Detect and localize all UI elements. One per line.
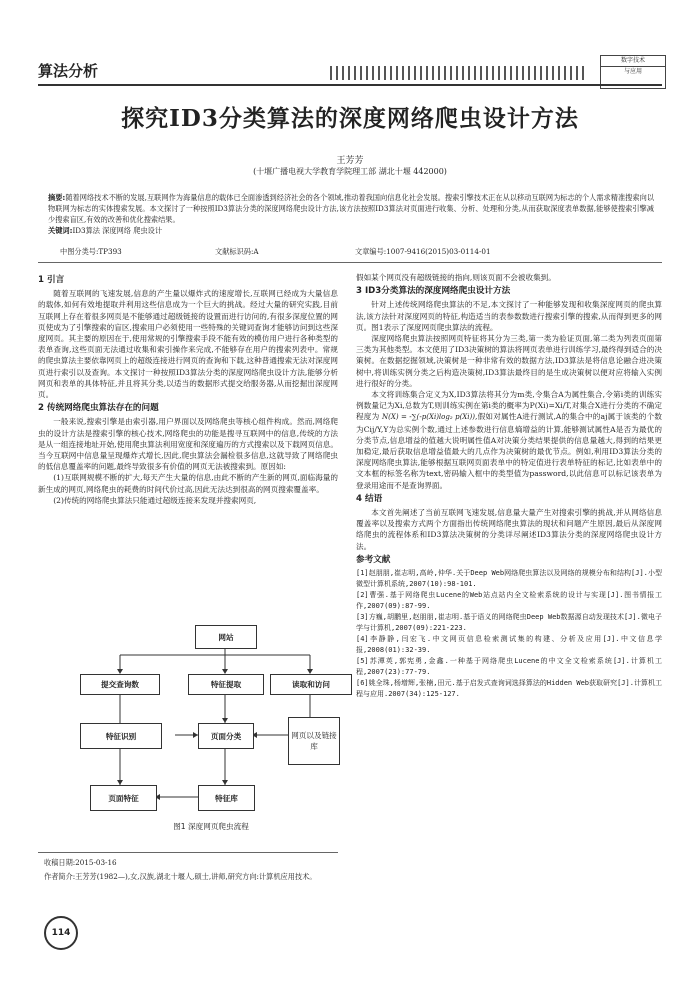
node-feature-db: 特征库 bbox=[198, 785, 255, 811]
abstract-rule bbox=[38, 262, 662, 263]
paragraph-text: 本文将训练集合定义为X,ID3算法将其分为m类,令集合A为属性集合,令第i类的训练实例数量记为Xi,总数为T,则训练实例在第i类的概率为P(Xi)=Xi/T,对集合X进行分类的不确定程度为 bbox=[356, 390, 662, 422]
reference-list bbox=[356, 568, 662, 700]
author-bio: 作者简介:王芳芳(1982—),女,汉族,湖北十堰人,硕士,讲师,研究方向:计算机应用技术。 bbox=[44, 872, 317, 881]
page-number: 114 bbox=[51, 928, 71, 938]
reference-item: [2]曹强.基于网络爬虫Lucene的Web站点站内全文检索系统的设计与实现[J].图书情报工作,2007(09):87-99. bbox=[356, 591, 662, 611]
author: 王芳芳 bbox=[336, 156, 364, 166]
keywords-label: 关键词: bbox=[48, 226, 73, 235]
entropy-formula: N(X) = -∑(-p(Xi)log₂ p(Xi)) bbox=[382, 413, 475, 422]
reference-item: [4]李静静,闫宏飞.中文网页信息检索测试集的构建、分析及应用[J].中文信息学报,2008(01):32-39. bbox=[356, 635, 662, 655]
paragraph: 假如某个网页没有超级链接的指向,则该页面不会被收集到。 bbox=[356, 273, 556, 282]
abstract-text: 随着网络技术不断的发展,互联网作为海量信息的载体已全面渗透到经济社会的各个领域,推动着我国向信息化社会发展。搜索引擎技术正在从以移动互联网为标志的个人需求精准搜索向以物联网为标志的实体搜索发展。本文探讨了一种按照ID3算法分类的深度网络爬虫设计方法,该方法按照ID3算法对页面进行收集、分析、处理和分类,从而获取深度表单数据,能够使搜索引擎减少搜索盲区,有效的改善和优化搜索结果。 bbox=[48, 193, 655, 224]
heading-introduction: 1 引言 bbox=[38, 275, 65, 285]
paper-title: 探究ID3分类算法的深度网络爬虫设计方法 bbox=[121, 105, 579, 132]
paragraph: 一般来说,搜索引擎是由索引器,用户界面以及网络爬虫等核心组件构成。然而,网络爬虫的设计方法是搜索引擎的核心技术,网络爬虫的功能是搜寻互联网中的信息,传统的方法是从一组连接地址开始,使用爬虫算法利用宽度和深度遍历的方式搜索以及下载网页信息。当今互联网中信息量呈现爆炸式增长,因此,爬虫算法会漏检很多信息,这就导致了网络爬虫的低信息覆盖率的问题,最终导致很多有价值的网页无法被搜索到。原因如: bbox=[38, 417, 338, 472]
reference-item: [3]方巍,胡鹏里,赵朋朋,崔志明.基于语义的网络爬虫Deep Web数据源自动发现技术[J].微电子学与计算机,2007(09):221-223. bbox=[356, 613, 662, 633]
paragraph bbox=[356, 389, 662, 491]
node-feature-extract: 特征提取 bbox=[188, 674, 264, 695]
article-number: 文章编号:1007-9416(2015)03-0114-01 bbox=[355, 247, 491, 256]
node-website: 网站 bbox=[195, 625, 257, 649]
abstract bbox=[48, 192, 654, 236]
paragraph: 针对上述传统网络爬虫算法的不足,本文探讨了一种能够发现和收集深度网页的爬虫算法,该方法针对深度网页的特征,构造适当的表参数数进行搜索引擎的搜索,从而得到更多的网页。图1表示了深度网页爬虫算法的流程。 bbox=[356, 300, 662, 332]
clc-number: 中图分类号:TP393 bbox=[60, 247, 122, 256]
header-decoration bbox=[330, 66, 588, 80]
node-page-feature: 页面特征 bbox=[90, 785, 157, 811]
paragraph: 随着互联网的飞速发展,信息的产生量以爆炸式的速度增长,互联网已经成为大量信息的载体,如何有效地提取并利用这些信息成为一个巨大的挑战。经过大量的研究实践,目前互联网上存在着很多网页是不能够通过超级链接的设置而进行访问的,有很多深度位置的网页使成为了引擎搜索的盲区,搜索用户必须使用一些特殊的关键词查询才能够访问到这些深度网页。其主要的原因在于,使用常规的引擎搜索手段不能有效的模仿用户进行各种类型的表单查询,这些页面无法通过收集和索引操作来完成,不能够存在用户的搜索列表中。常规的爬虫算法主要依靠网页上的超级连接进行网页的查询和下载,这种普通搜索无法对深度网页进行索引以及查询。本文探讨一种按照ID3算法分类的深度网络爬虫设计方法,能够分析网页和表单的具体特征,并且将其分类,以适当的数据形式提交给服务器,从而挖掘出深度网页。 bbox=[38, 289, 338, 400]
node-read-access: 读取和访问 bbox=[270, 674, 352, 695]
right-column bbox=[356, 272, 662, 700]
footer-rule bbox=[38, 852, 338, 853]
paragraph: 本文首先阐述了当前互联网飞速发展,信息量大量产生对搜索引擎的挑战,并从网络信息覆盖率以及搜索方式两个方面指出传统网络爬虫算法的现状和问题产生原因,最后从深度网络爬虫的流程体系和ID3算法决策树的分类详尽阐述ID3算法分类的深度网络爬虫设计方法。 bbox=[356, 508, 662, 551]
node-extract-query: 提交查询数 bbox=[80, 674, 160, 695]
heading-problems: 2 传统网络爬虫算法存在的问题 bbox=[38, 403, 159, 414]
references-title: 参考文献 bbox=[356, 554, 391, 565]
keywords: ID3算法 深度网络 爬虫设计 bbox=[72, 226, 163, 235]
heading-method: 3 ID3分类算法的深度网络爬虫设计方法 bbox=[356, 286, 511, 297]
paragraph: 深度网络爬虫算法按照网页特征将其分为三类,第一类为验证页面,第二类为列表页面第三类为其他类型。本文使用了ID3决策树的算法将网页表单进行训练学习,最终得到适合的决策树。在数据挖掘领域,决策树是一种非常有效的数据方法,ID3算法是将信息论融合进决策树中,将训练实例分类之后构造决策树,ID3算法最终目的是生成决策树以便对应将输入实例进行很好的分类。 bbox=[356, 334, 662, 388]
figure-flowchart bbox=[60, 625, 340, 840]
node-page-classify: 页面分类 bbox=[198, 723, 254, 749]
paragraph: (2)传统的网络爬虫算法只能通过超级连接来发现并搜索网页, bbox=[53, 495, 257, 505]
reference-item: [5]苏潭英,郭宪勇,金鑫.一种基于网络爬虫Lucene的中文全文检索系统[J].计算机工程,2007(23):77-79. bbox=[356, 657, 662, 677]
received-date: 收稿日期:2015-03-16 bbox=[44, 858, 117, 867]
doc-code: 文献标识码:A bbox=[215, 247, 259, 256]
node-feature-recog: 特征识别 bbox=[80, 723, 162, 749]
section-title: 算法分析 bbox=[38, 62, 99, 80]
brand-line-1: 数字技术 bbox=[601, 56, 665, 67]
header-rule bbox=[38, 84, 662, 86]
reference-item: [1]赵朋朋,崔志明,高岭,仲华.关于Deep Web网络爬虫算法以及网络的规模分布和结构[J].小型微型计算机系统,2007(10):98-101. bbox=[356, 569, 662, 589]
affiliation: (十堰广播电视大学教育学院理工部 湖北十堰 442000) bbox=[253, 167, 447, 176]
brand-line-2: 与应用 bbox=[623, 68, 642, 75]
figure-caption: 图1 深度网页爬虫流程 bbox=[173, 822, 249, 831]
heading-conclusion: 4 结语 bbox=[356, 493, 383, 504]
paragraph-text: ,假如对属性A进行测试,A的集合中的aj属于该类的个数为Cij/Y,Y为总实例个数,通过上述参数进行信息熵增益的计算,能够测试属性A是否为最优的分类节点,信息增益的值越大说明属性值A对决策分类结果提供的信息量越大,得到的结果更加稳定,最后获取信息增益值最大的几点作为决策树的最优节点。例如,利用ID3算法分类的深度网络爬虫算法,能够根据互联网页面表单中的特定值进行表单特征的标记,比如表单中的文本框的标签名称为text,密码输入框中的类型值为password,以此信息可以标记该表单为登录用途而不是查询界面。 bbox=[356, 412, 662, 490]
page-number-badge bbox=[44, 916, 78, 950]
node-page-link-db: 网页以及链接库 bbox=[288, 717, 340, 765]
paragraph: (1)互联网规模不断的扩大,每天产生大量的信息,由此不断的产生新的网页,面临海量的新生成的网页,网络爬虫的耗费的时间代价过高,因此无法达到很高的网页搜索覆盖率。 bbox=[38, 473, 338, 494]
abstract-label: 摘要: bbox=[48, 193, 66, 202]
left-column bbox=[38, 272, 338, 506]
reference-item: [6]姚全珠,杨增辉,张楠,田元.基于启发式查询词选择算法的Hidden Web获取研究[J].计算机工程与应用.2007(34):125-127. bbox=[356, 679, 662, 699]
